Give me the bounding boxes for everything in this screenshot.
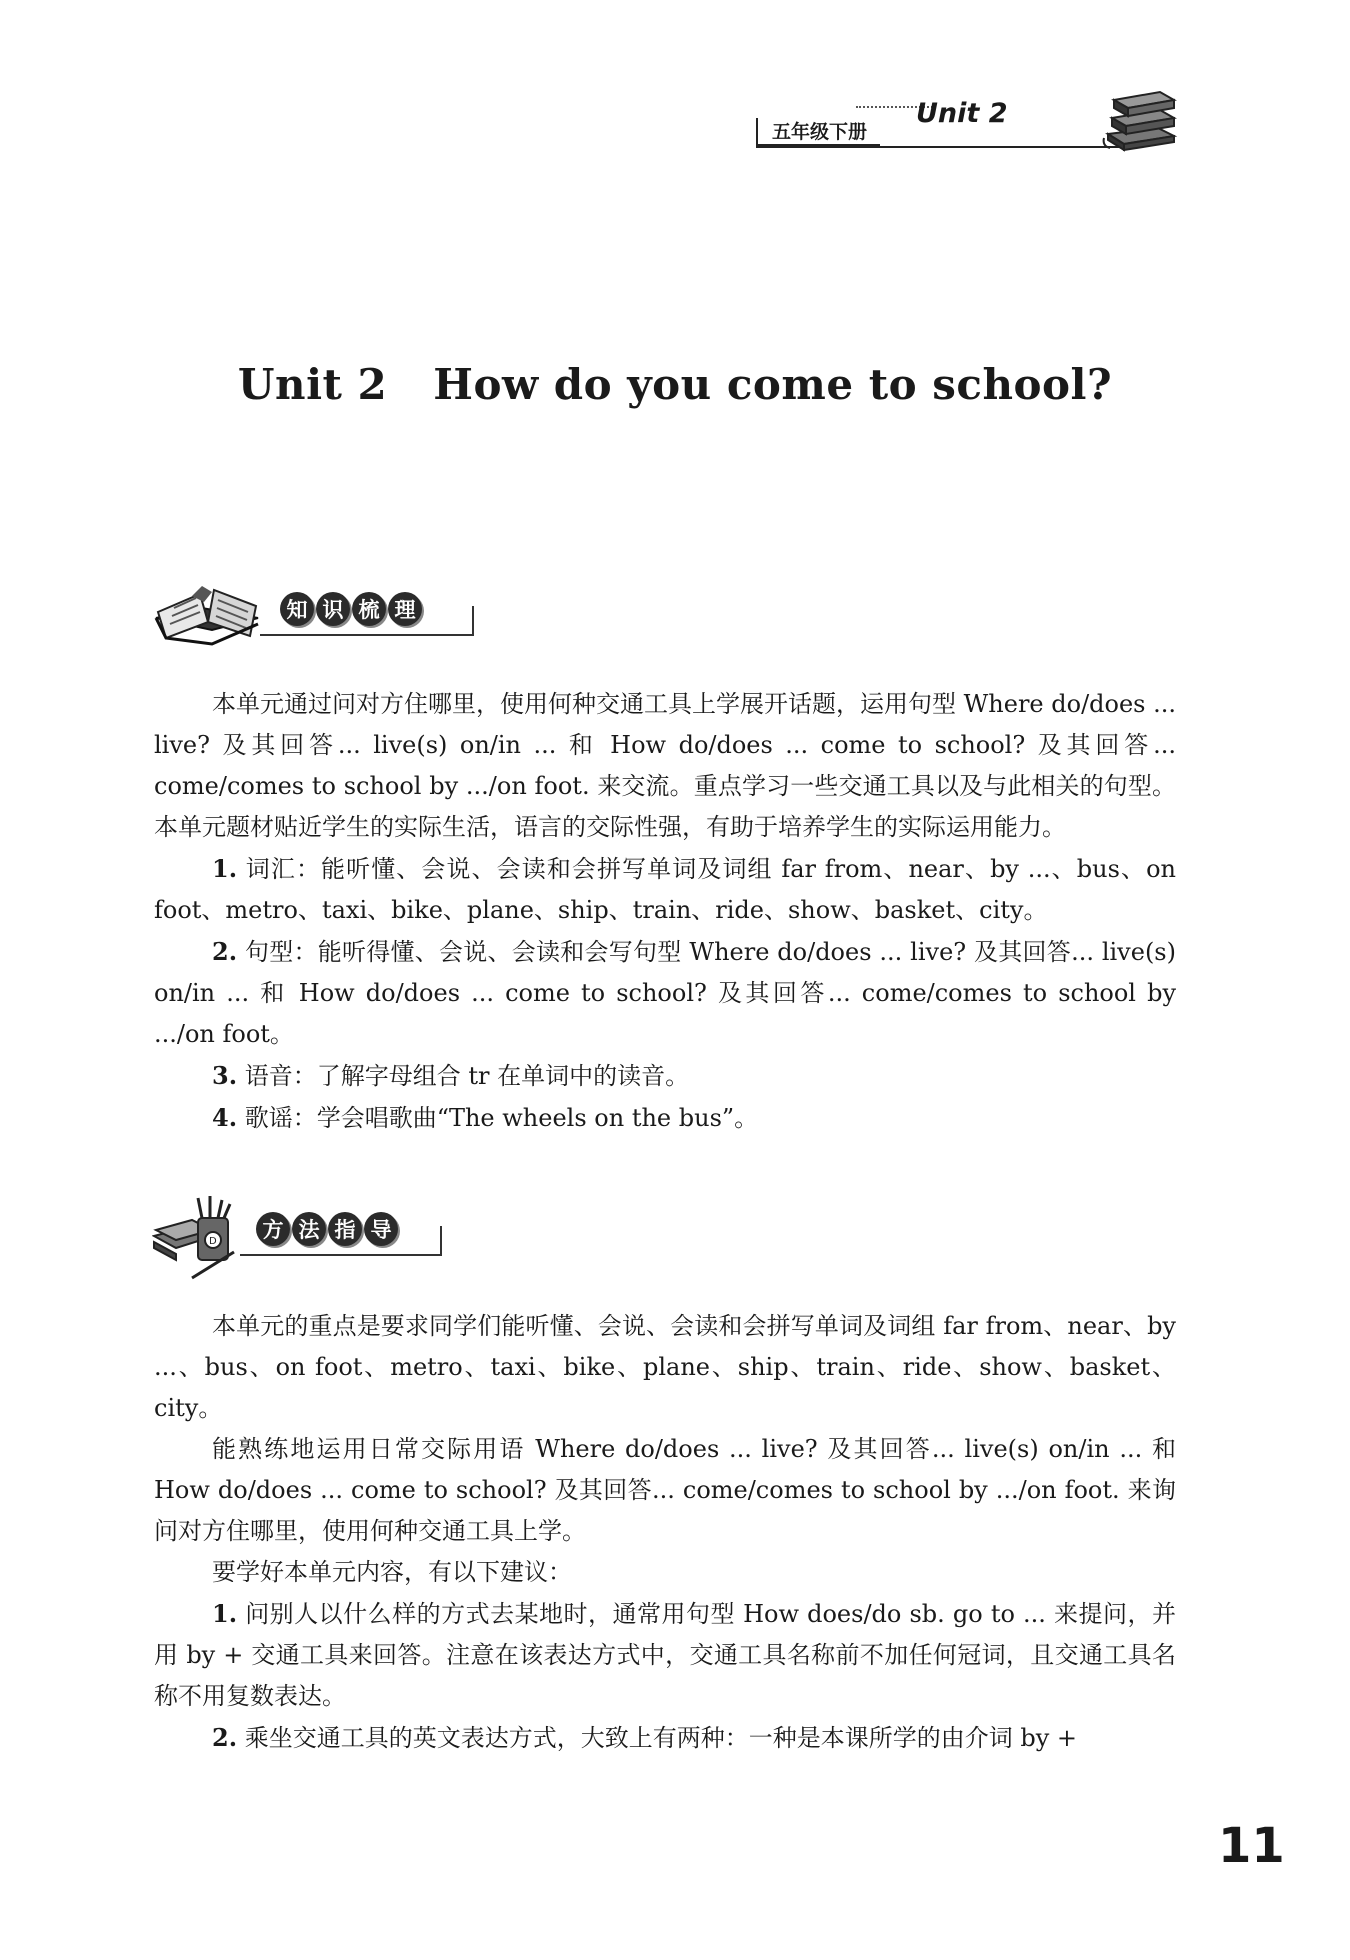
unit-title-number: Unit 2	[237, 360, 388, 409]
page-number: 11	[1218, 1818, 1285, 1874]
list-item	[154, 1593, 1176, 1717]
item-text: 问别人以什么样的方式去某地时，通常用句型 How does/do sb. go to ... 来提问，并用 by + 交通工具来回答。注意在该表达方式中，交通工具名称前不加任何冠词，且交通工具名称不用复数表达。	[154, 1600, 1176, 1710]
item-text: 语音：了解字母组合 tr 在单词中的读音。	[244, 1062, 690, 1090]
header-unit-label: Unit 2	[916, 98, 1008, 129]
unit-title	[0, 360, 1350, 409]
running-header	[756, 96, 1176, 156]
books-stack-icon	[1102, 88, 1178, 154]
badge-char: 识	[316, 592, 350, 626]
item-number: 4.	[212, 1103, 238, 1132]
pencil-cup-icon	[152, 1196, 252, 1280]
item-number: 2.	[212, 1723, 238, 1752]
badge-char: 理	[388, 592, 422, 626]
item-number: 3.	[212, 1061, 238, 1090]
grade-label: 五年级下册	[756, 118, 880, 146]
section-badge-method	[152, 1196, 442, 1266]
badge-char: 法	[292, 1212, 326, 1246]
item-number: 1.	[212, 1599, 238, 1628]
section-intro-paragraph: 本单元通过问对方住哪里，使用何种交通工具上学展开话题，运用句型 Where do/does ... live? 及其回答... live(s) on/in ... 和 How do/does ... come to school? 及其回答... come/comes to school by .../on foot. 来交流。重点学习一些交通工具以及与此相关的句型。本单元题材贴近学生的实际生活，语言的交际性强，有助于培养学生的实际运用能力。	[154, 690, 1177, 841]
list-item	[154, 1717, 1176, 1759]
badge-char: 梳	[352, 592, 386, 626]
svg-text:D: D	[209, 1236, 217, 1247]
badge-char: 方	[256, 1212, 290, 1246]
badge-char: 指	[328, 1212, 362, 1246]
item-text: 乘坐交通工具的英文表达方式，大致上有两种：一种是本课所学的由介词 by +	[244, 1724, 1077, 1752]
list-item	[154, 931, 1176, 1055]
item-number: 1.	[212, 854, 238, 883]
section-badge-knowledge	[152, 578, 472, 648]
method-paragraph: 能熟练地运用日常交际用语 Where do/does ... live? 及其回答... live(s) on/in ... 和 How do/does ... come to school? 及其回答... come/comes to school by .../on foot. 来询问对方住哪里，使用何种交通工具上学。	[154, 1435, 1176, 1545]
badge-char: 导	[364, 1212, 398, 1246]
item-text: 词汇：能听懂、会说、会读和会拼写单词及词组 far from、near、by ...、bus、on foot、metro、taxi、bike、plane、ship、train、ride、show、basket、city。	[154, 855, 1176, 924]
item-number: 2.	[212, 937, 238, 966]
section-method-content	[154, 1306, 1176, 1759]
section-knowledge-content	[154, 684, 1176, 1139]
badge-char: 知	[280, 592, 314, 626]
header-rule	[756, 146, 1126, 148]
item-text: 句型：能听得懂、会说、会读和会写句型 Where do/does ... live? 及其回答... live(s) on/in ... 和 How do/does ... come to school? 及其回答... come/comes to school by .../on foot。	[154, 938, 1176, 1048]
method-paragraph: 本单元的重点是要求同学们能听懂、会说、会读和会拼写单词及词组 far from、near、by ...、bus、on foot、metro、taxi、bike、plane、ship、train、ride、show、basket、city。	[154, 1312, 1176, 1422]
item-text: 歌谣：学会唱歌曲“The wheels on the bus”。	[244, 1104, 759, 1132]
open-book-icon	[152, 578, 262, 650]
list-item	[154, 848, 1176, 931]
unit-title-topic: How do you come to school?	[433, 360, 1113, 409]
method-paragraph: 要学好本单元内容，有以下建议：	[212, 1558, 572, 1586]
list-item	[154, 1097, 1176, 1139]
list-item	[154, 1055, 1176, 1097]
